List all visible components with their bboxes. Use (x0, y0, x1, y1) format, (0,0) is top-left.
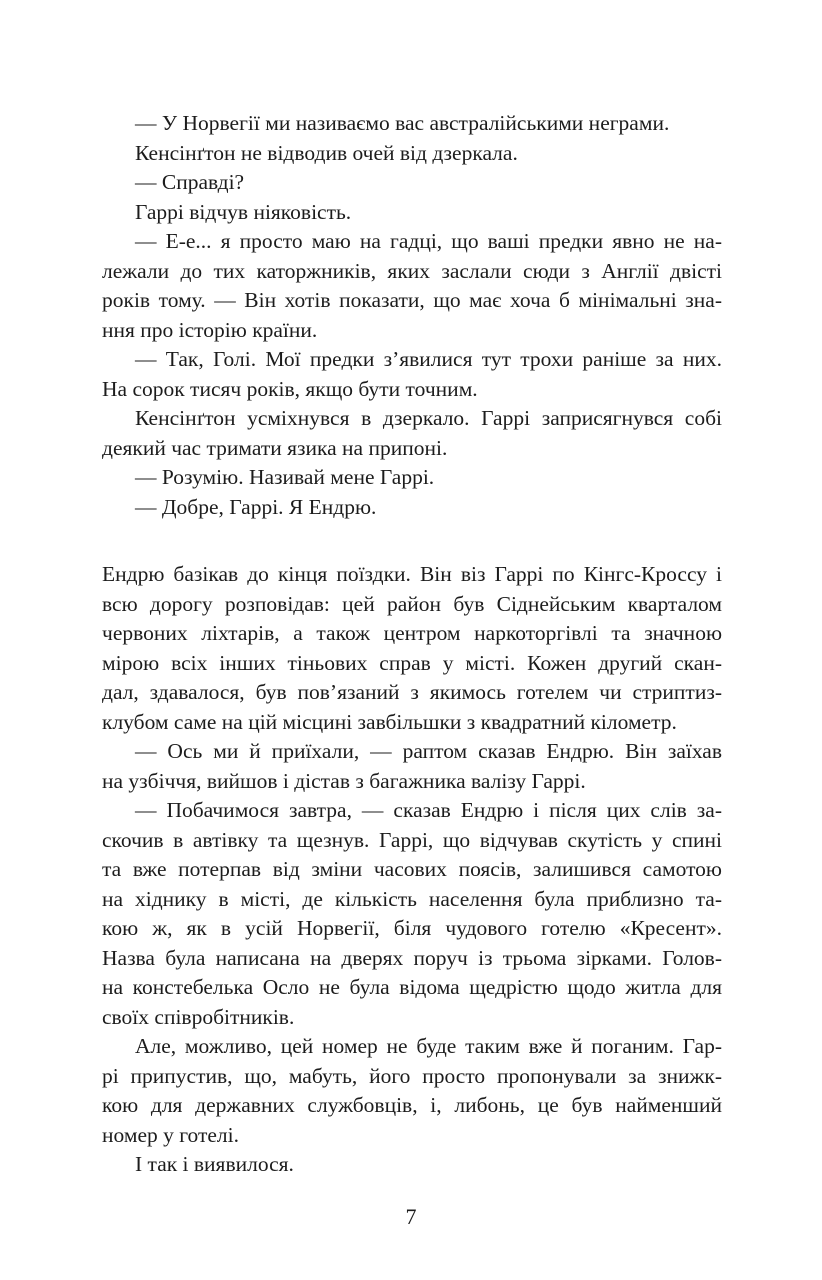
text-line: Ендрю базікав до кінця поїздки. Він віз Гаррі по Кінгс-Кроссу і (102, 562, 722, 586)
page-number: 7 (405, 1204, 417, 1229)
text-line: мірою всіх інших тіньових справ у місті. Кожен другий скан- (102, 650, 722, 675)
text-line: Кенсінґтон не відводив очей від дзеркала. (135, 140, 518, 165)
text-line: Гаррі відчув ніяковість. (135, 199, 352, 224)
paragraph (102, 463, 722, 493)
paragraph (102, 139, 722, 169)
paragraph (102, 796, 722, 1032)
paragraph (102, 345, 722, 404)
text-line: — Розумію. Називай мене Гаррі. (135, 465, 435, 489)
text-line: І так і виявилося. (135, 1152, 294, 1176)
paragraph (102, 109, 722, 139)
text-line: — У Норвегії ми називаємо вас австралійськими неграми. (135, 111, 670, 135)
text-line: На сорок тисяч років, якщо бути точним. (102, 376, 478, 401)
text-section (102, 560, 722, 1180)
text-line: — Побачимося завтра, — сказав Ендрю і після цих слів за- (135, 798, 722, 822)
text-line: та вже потерпав від зміни часових поясів, залишився самотою (102, 857, 722, 881)
text-line: — Ось ми й приїхали, — раптом сказав Ендрю. Він заїхав (135, 739, 722, 763)
text-line: кою ж, як в усій Норвегії, біля чудового готелю «Кресент». (102, 916, 722, 940)
paragraph (102, 404, 722, 463)
paragraph (102, 493, 722, 523)
text-line: ння про історію країни. (102, 317, 318, 342)
text-line: деякий час тримати язика на припоні. (102, 435, 448, 460)
text-line: номер у готелі. (102, 1122, 240, 1147)
text-line: Але, можливо, цей номер не буде таким вже й поганим. Гар- (135, 1034, 722, 1058)
text-line: дал, здавалося, був пов’язаний з якимось готелем чи стриптиз- (102, 680, 722, 704)
paragraph (102, 168, 722, 198)
text-line: — Справді? (135, 170, 245, 194)
text-line: — Добре, Гаррі. Я Ендрю. (135, 494, 377, 519)
text-line: рі припустив, що, мабуть, його просто пропонували за знижк- (102, 1063, 722, 1088)
paragraph (102, 737, 722, 796)
text-line: на узбіччя, вийшов і дістав з багажника валізу Гаррі. (102, 768, 586, 793)
section-break (102, 522, 722, 560)
text-line: на констебелька Осло не була відома щедрістю щодо житла для (102, 975, 722, 999)
text-line: всю дорогу розповідав: цей район був Сіднейським кварталом (102, 591, 722, 616)
text-line: скочив в автівку та щезнув. Гаррі, що відчував скутість у спині (102, 827, 722, 852)
paragraph (102, 227, 722, 345)
text-line: років тому. — Він хотів показати, що має хоча б мінімальні зна- (102, 288, 722, 312)
text-line: кою для державних службовців, і, либонь, це був найменший (102, 1093, 722, 1117)
paragraph (102, 1150, 722, 1180)
text-line: червоних ліхтарів, а також центром наркоторгівлі та значною (102, 621, 722, 645)
paragraph (102, 560, 722, 737)
text-line: — Е-е... я просто маю на гадці, що ваші предки явно не на- (135, 229, 722, 253)
page-body-text (102, 109, 722, 1180)
text-line: Кенсінґтон усміхнувся в дзеркало. Гаррі заприсягнувся собі (135, 406, 722, 430)
paragraph (102, 198, 722, 228)
text-line: своїх співробітників. (102, 1004, 295, 1029)
text-line: на хіднику в місті, де кількість населення була приблизно та- (102, 886, 722, 911)
text-line: лежали до тих каторжників, яких заслали сюди з Англії двісті (102, 258, 722, 283)
text-line: — Так, Голі. Мої предки з’явилися тут трохи раніше за них. (135, 347, 722, 371)
paragraph (102, 1032, 722, 1150)
text-line: клубом саме на цій місцині завбільшки з квадратний кілометр. (102, 709, 677, 734)
text-line: Назва була написана на дверях поруч із трьома зірками. Голов- (102, 945, 722, 970)
text-section (102, 109, 722, 522)
